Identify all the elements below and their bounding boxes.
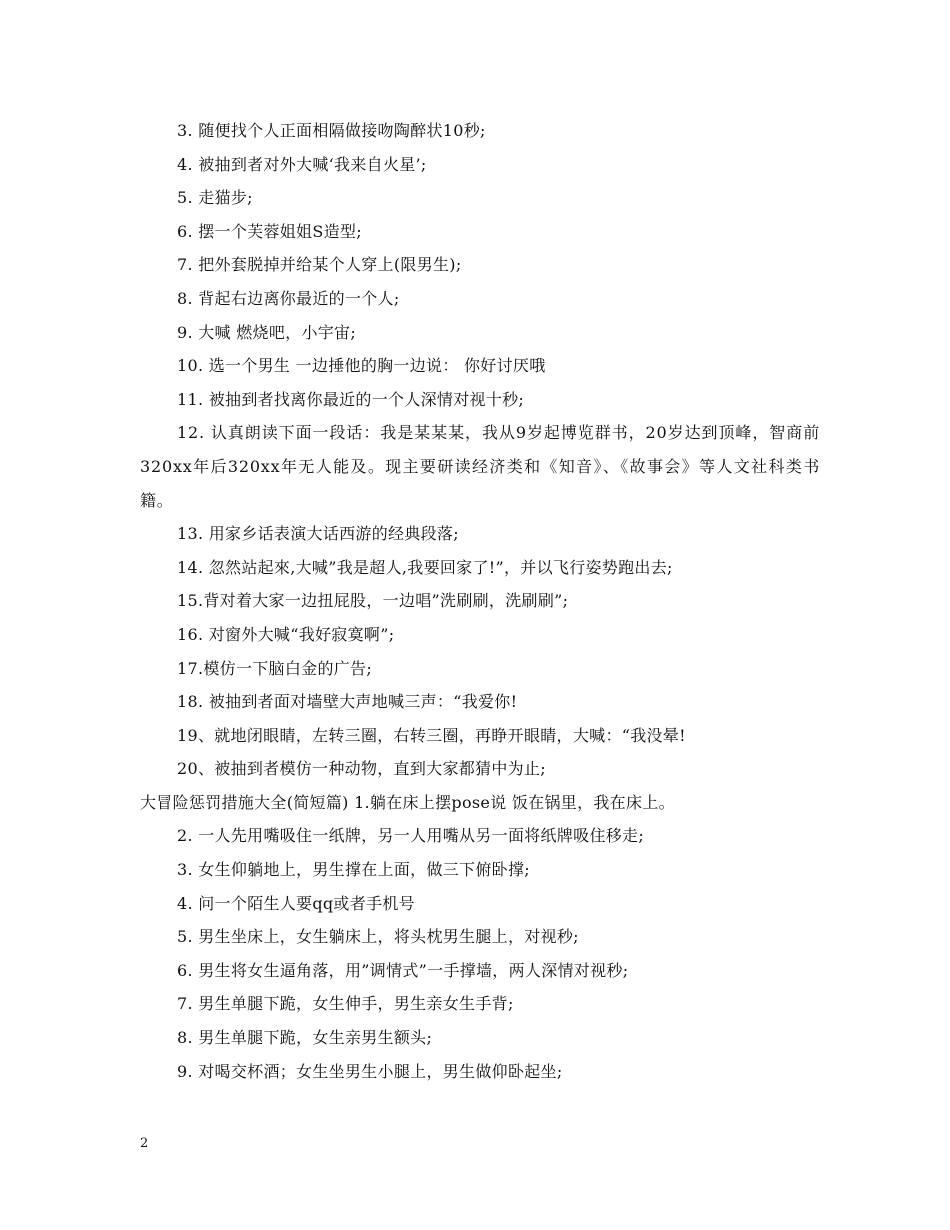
section2-item-4: 4. 问一个陌生人要qq或者手机号 xyxy=(177,893,415,913)
list-item-17: 17.模仿一下脑白金的广告; xyxy=(177,658,373,678)
section2-item-8: 8. 男生单腿下跪，女生亲男生额头; xyxy=(177,1028,433,1048)
list-item-12-paragraph: 12. 认真朗读下面一段话：我是某某某，我从9岁起博览群书，20岁达到顶峰，智商前320xx年后320xx年无人能及。现主要研读经济类和《知音》、《故事会》等人文社科类书籍。 xyxy=(140,423,820,510)
section2-item-2: 2. 一人先用嘴吸住一纸牌，另一人用嘴从另一面将纸牌吸住移走; xyxy=(177,826,645,846)
page-number: 2 xyxy=(140,1136,149,1151)
section2-item-3: 3. 女生仰躺地上，男生撑在上面，做三下俯卧撑; xyxy=(177,860,530,880)
list-item-18: 18. 被抽到者面对墙壁大声地喊三声：“我爱你! xyxy=(177,692,518,712)
list-item-7: 7. 把外套脱掉并给某个人穿上(限男生); xyxy=(177,255,462,275)
list-item-10: 10. 选一个男生 一边捶他的胸一边说： 你好讨厌哦 xyxy=(177,356,546,376)
list-item-13: 13. 用家乡话表演大话西游的经典段落; xyxy=(177,524,459,544)
list-item-6: 6. 摆一个芙蓉姐姐S造型; xyxy=(177,221,362,241)
list-item-11: 11. 被抽到者找离你最近的一个人深情对视十秒; xyxy=(177,389,525,409)
list-item-16: 16. 对窗外大喊“我好寂寞啊”; xyxy=(177,624,395,644)
list-item-5: 5. 走猫步; xyxy=(177,188,253,208)
list-item-20: 20、被抽到者模仿一种动物，直到大家都猜中为止; xyxy=(177,759,546,779)
list-item-8: 8. 背起右边离你最近的一个人; xyxy=(177,288,400,308)
list-item-19: 19、就地闭眼睛，左转三圈，右转三圈，再睁开眼睛，大喊：“我没晕! xyxy=(177,725,686,745)
list-item-9: 9. 大喊 燃烧吧，小宇宙; xyxy=(177,322,357,342)
section2-item-9: 9. 对喝交杯酒；女生坐男生小腿上，男生做仰卧起坐; xyxy=(177,1061,563,1081)
list-item-3: 3. 随便找个人正面相隔做接吻陶醉状10秒; xyxy=(177,121,486,140)
document-body xyxy=(140,114,820,1088)
list-item-15: 15.背对着大家一边扭屁股，一边唱”洗刷刷，洗刷刷”; xyxy=(177,591,569,611)
list-item-14: 14. 忽然站起來,大喊”我是超人,我要回家了!”，并以飞行姿势跑出去; xyxy=(177,557,673,577)
section2-item-7: 7. 男生单腿下跪，女生伸手，男生亲女生手背; xyxy=(177,994,514,1014)
section-heading: 大冒险惩罚措施大全(简短篇) 1.躺在床上摆pose说 饭在锅里，我在床上。 xyxy=(140,792,675,812)
list-item-4: 4. 被抽到者对外大喊‘我来自火星’; xyxy=(177,154,427,174)
section2-item-6: 6. 男生将女生逼角落，用”调情式”一手撑墙，两人深情对视秒; xyxy=(177,960,629,980)
section2-item-5: 5. 男生坐床上，女生躺床上，将头枕男生腿上，对视秒; xyxy=(177,927,579,947)
